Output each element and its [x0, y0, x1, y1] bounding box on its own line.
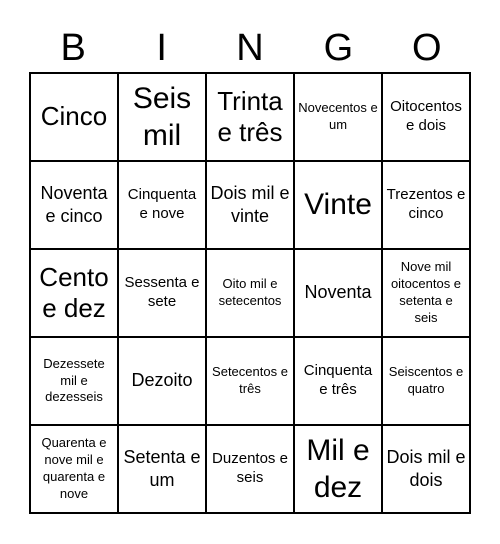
bingo-cell[interactable]: Seiscentos e quatro — [382, 337, 470, 425]
header-letter-b: B — [60, 27, 86, 69]
bingo-header — [29, 22, 471, 74]
bingo-cell[interactable]: Oitocentos e dois — [382, 73, 470, 161]
bingo-cell[interactable]: Dois mil e dois — [382, 425, 470, 513]
bingo-cell[interactable]: Cinco — [30, 73, 118, 161]
bingo-cell[interactable]: Dois mil e vinte — [206, 161, 294, 249]
bingo-cell[interactable]: Cinquenta e nove — [118, 161, 206, 249]
header-letter-i: I — [156, 27, 167, 69]
bingo-cell[interactable]: Dezoito — [118, 337, 206, 425]
bingo-cell[interactable]: Novecentos e um — [294, 73, 382, 161]
bingo-cell[interactable]: Sessenta e sete — [118, 249, 206, 337]
bingo-cell[interactable]: Trinta e três — [206, 73, 294, 161]
bingo-cell[interactable]: Dezessete mil e dezesseis — [30, 337, 118, 425]
bingo-cell[interactable]: Nove mil oitocentos e setenta e seis — [382, 249, 470, 337]
bingo-cell[interactable]: Oito mil e setecentos — [206, 249, 294, 337]
bingo-cell[interactable]: Duzentos e seis — [206, 425, 294, 513]
bingo-cell[interactable]: Noventa e cinco — [30, 161, 118, 249]
bingo-cell[interactable]: Vinte — [294, 161, 382, 249]
bingo-cell[interactable]: Trezentos e cinco — [382, 161, 470, 249]
bingo-cell[interactable]: Setenta e um — [118, 425, 206, 513]
bingo-cell[interactable]: Mil e dez — [294, 425, 382, 513]
bingo-cell[interactable]: Noventa — [294, 249, 382, 337]
header-letter-n: N — [236, 27, 264, 69]
bingo-cell[interactable]: Cinquenta e três — [294, 337, 382, 425]
header-letter-g: G — [323, 27, 354, 69]
bingo-board — [29, 72, 471, 514]
bingo-cell[interactable]: Cento e dez — [30, 249, 118, 337]
header-letter-o: O — [412, 27, 442, 69]
bingo-cell[interactable]: Seis mil — [118, 73, 206, 161]
bingo-cell[interactable]: Quarenta e nove mil e quarenta e nove — [30, 425, 118, 513]
bingo-cell[interactable]: Setecentos e três — [206, 337, 294, 425]
